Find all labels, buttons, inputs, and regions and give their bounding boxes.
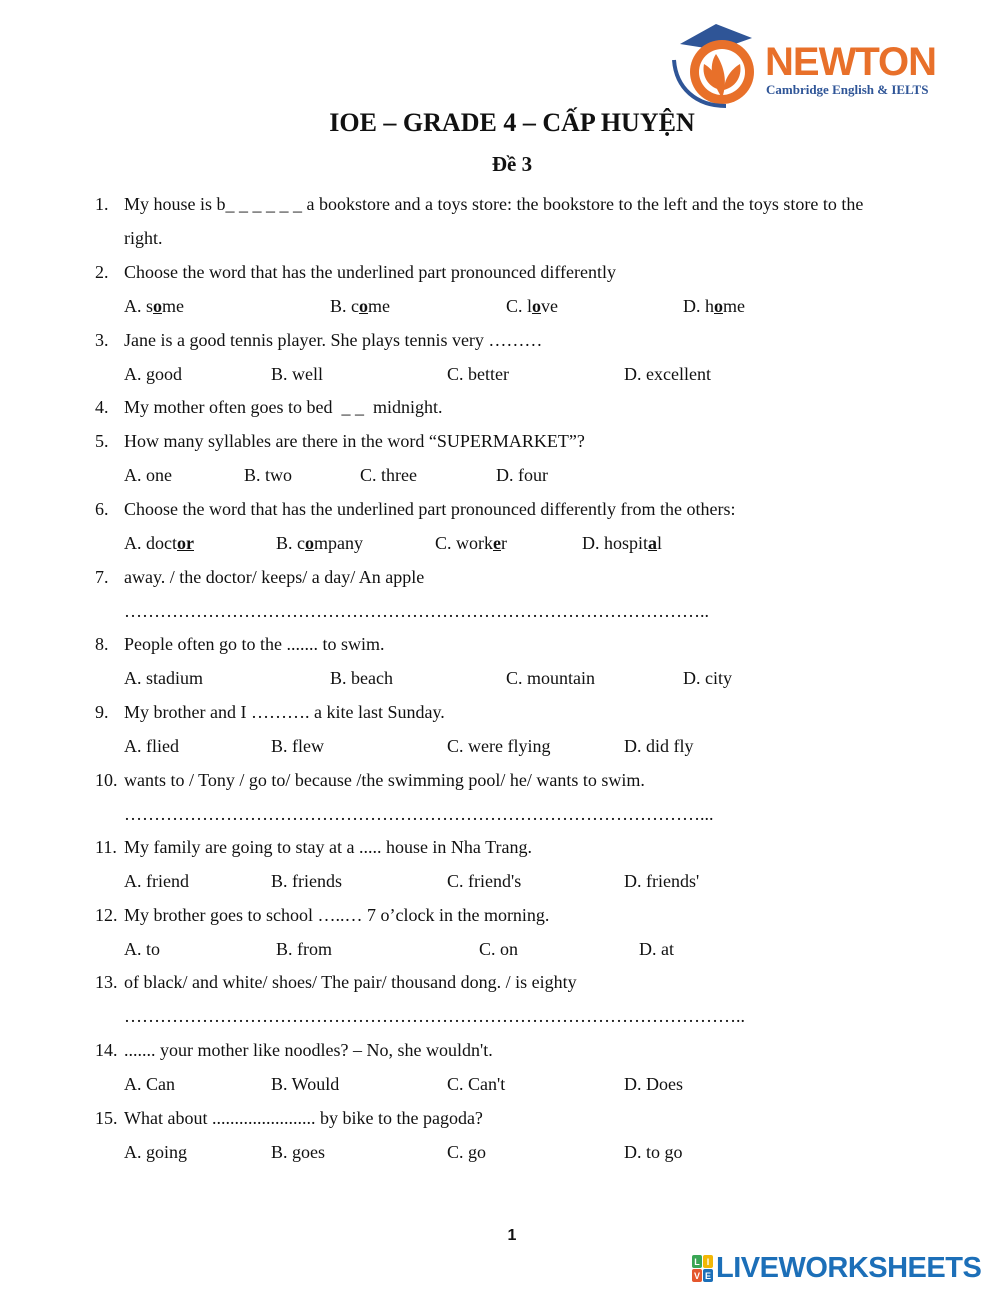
option-a[interactable]: A. going — [124, 1142, 187, 1162]
question-text: Choose the word that has the underlined part pronounced differently from the others: — [124, 499, 736, 519]
question-text: wants to / Tony / go to/ because /the swimming pool/ he/ wants to swim. — [124, 770, 645, 790]
option-b-prefix: B. c — [330, 296, 359, 316]
logo-name: NEWTON — [765, 40, 937, 84]
option-c[interactable]: C. were flying — [447, 736, 551, 756]
option-b[interactable]: B. beach — [330, 668, 393, 688]
option-d[interactable]: D. to go — [624, 1142, 683, 1162]
question-number: 6. — [95, 499, 109, 519]
question-number: 10. — [95, 770, 118, 790]
option-a[interactable]: A. friend — [124, 871, 189, 891]
option-b[interactable]: B. from — [276, 939, 332, 959]
option-b[interactable] — [330, 294, 390, 318]
question-number: 5. — [95, 431, 109, 451]
question-text: My brother goes to school …..… 7 o’clock in the morning. — [124, 905, 550, 925]
question-text: ....... your mother like noodles? – No, she wouldn't. — [124, 1040, 493, 1060]
option-d[interactable] — [683, 294, 745, 318]
option-c[interactable]: C. three — [360, 465, 417, 485]
liveworksheets-brand: LIVEWORKSHEETS — [716, 1252, 982, 1284]
option-c[interactable] — [506, 294, 558, 318]
question-text: Jane is a good tennis player. She plays tennis very ……… — [124, 330, 543, 350]
answer-line[interactable]: ………………………………………………………………………………………….. — [124, 1006, 745, 1026]
option-d[interactable]: D. friends' — [624, 871, 700, 891]
underlined-part: o — [153, 296, 163, 316]
question-number: 11. — [95, 837, 117, 857]
option-b[interactable]: B. two — [244, 465, 293, 485]
badge-letter-i: I — [706, 1257, 710, 1267]
newton-emblem-icon — [672, 20, 764, 110]
option-c[interactable]: C. friend's — [447, 871, 522, 891]
question-text: of black/ and white/ shoes/ The pair/ thousand dong. / is eighty — [124, 972, 577, 992]
answer-line[interactable]: …………………………………………………………………………………….. — [124, 601, 709, 621]
option-a[interactable]: A. one — [124, 465, 172, 485]
question-number: 8. — [95, 634, 109, 654]
option-b[interactable]: B. friends — [271, 871, 342, 891]
question-text: What about ....................... by bike to the pagoda? — [124, 1108, 483, 1128]
option-c[interactable]: C. go — [447, 1142, 487, 1162]
option-b[interactable]: B. well — [271, 364, 323, 384]
option-a[interactable]: A. flied — [124, 736, 179, 756]
option-d[interactable]: D. at — [639, 939, 674, 959]
option-c[interactable]: C. on — [479, 939, 519, 959]
option-d-suffix: me — [723, 296, 745, 316]
option-b-suffix: mpany — [314, 533, 363, 553]
option-d[interactable] — [582, 531, 662, 555]
option-b[interactable]: B. goes — [271, 1142, 325, 1162]
page-title: IOE – GRADE 4 – CẤP HUYỆN — [329, 108, 695, 137]
underlined-part: o — [359, 296, 368, 316]
logo-tagline: Cambridge English & IELTS — [766, 82, 929, 97]
question-number: 9. — [95, 702, 109, 722]
option-d-prefix: D. h — [683, 296, 714, 316]
answer-line[interactable]: ……………………………………………………………………………………... — [124, 804, 714, 824]
question-text: My brother and I ………. a kite last Sunday. — [124, 702, 445, 722]
option-a[interactable]: A. to — [124, 939, 160, 959]
badge-letter-v: V — [693, 1271, 701, 1281]
question-text: My mother often goes to bed _ _ midnight. — [124, 397, 443, 417]
underlined-part: o — [305, 533, 314, 553]
underlined-part: a — [648, 533, 658, 553]
option-c[interactable] — [435, 531, 507, 555]
option-a-prefix: A. s — [124, 296, 154, 316]
option-d-prefix: D. hospit — [582, 533, 649, 553]
question-number: 13. — [95, 972, 118, 992]
option-a[interactable] — [124, 531, 194, 555]
question-number: 12. — [95, 905, 118, 925]
underlined-part: o — [532, 296, 542, 316]
question-text: Choose the word that has the underlined part pronounced differently — [124, 262, 617, 282]
underlined-part: or — [177, 533, 194, 553]
question-text: away. / the doctor/ keeps/ a day/ An apple — [124, 567, 425, 587]
question-text: My family are going to stay at a ..... house in Nha Trang. — [124, 837, 532, 857]
option-b-prefix: B. c — [276, 533, 305, 553]
option-a-suffix: me — [162, 296, 185, 316]
option-d[interactable]: D. city — [683, 668, 732, 688]
option-b[interactable] — [276, 531, 363, 555]
option-d[interactable]: D. did fly — [624, 736, 694, 756]
option-c-prefix: C. l — [506, 296, 533, 316]
option-a[interactable]: A. good — [124, 364, 182, 384]
question-number: 15. — [95, 1108, 118, 1128]
option-c-suffix: r — [501, 533, 507, 553]
option-a-prefix: A. doct — [124, 533, 177, 553]
question-text: People often go to the ....... to swim. — [124, 634, 385, 654]
option-c[interactable]: C. mountain — [506, 668, 595, 688]
option-c-prefix: C. work — [435, 533, 493, 553]
question-number: 3. — [95, 330, 109, 350]
option-d[interactable]: D. excellent — [624, 364, 711, 384]
option-a[interactable] — [124, 294, 184, 318]
option-a[interactable]: A. stadium — [124, 668, 203, 688]
question-number: 2. — [95, 262, 109, 282]
question-number: 7. — [95, 567, 109, 587]
badge-letter-l: L — [694, 1257, 700, 1267]
option-a[interactable]: A. Can — [124, 1074, 175, 1094]
question-number: 14. — [95, 1040, 118, 1060]
live-badge-icon — [692, 1255, 714, 1283]
question-number: 1. — [95, 194, 109, 214]
option-b[interactable]: B. flew — [271, 736, 324, 756]
option-d-suffix: l — [657, 533, 663, 553]
underlined-part: e — [493, 533, 501, 553]
option-b[interactable]: B. Would — [271, 1074, 340, 1094]
newton-logo — [672, 20, 937, 110]
liveworksheets-logo[interactable] — [692, 1252, 992, 1284]
question-number: 4. — [95, 397, 109, 417]
option-c[interactable]: C. better — [447, 364, 509, 384]
question-text-continued: right. — [124, 228, 163, 248]
badge-letter-e: E — [704, 1271, 712, 1281]
page-number: 1 — [507, 1227, 517, 1244]
underlined-part: o — [714, 296, 723, 316]
question-text: My house is b_ _ _ _ _ _ a bookstore and a toys store: the bookstore to the left and the toys store to the — [124, 194, 864, 214]
option-b-suffix: me — [368, 296, 390, 316]
page-subtitle: Đề 3 — [491, 152, 533, 176]
option-d[interactable]: D. Does — [624, 1074, 683, 1094]
option-c-suffix: ve — [541, 296, 559, 316]
option-c[interactable]: C. Can't — [447, 1074, 506, 1094]
question-text: How many syllables are there in the word “SUPERMARKET”? — [124, 431, 585, 451]
option-d[interactable]: D. four — [496, 465, 548, 485]
